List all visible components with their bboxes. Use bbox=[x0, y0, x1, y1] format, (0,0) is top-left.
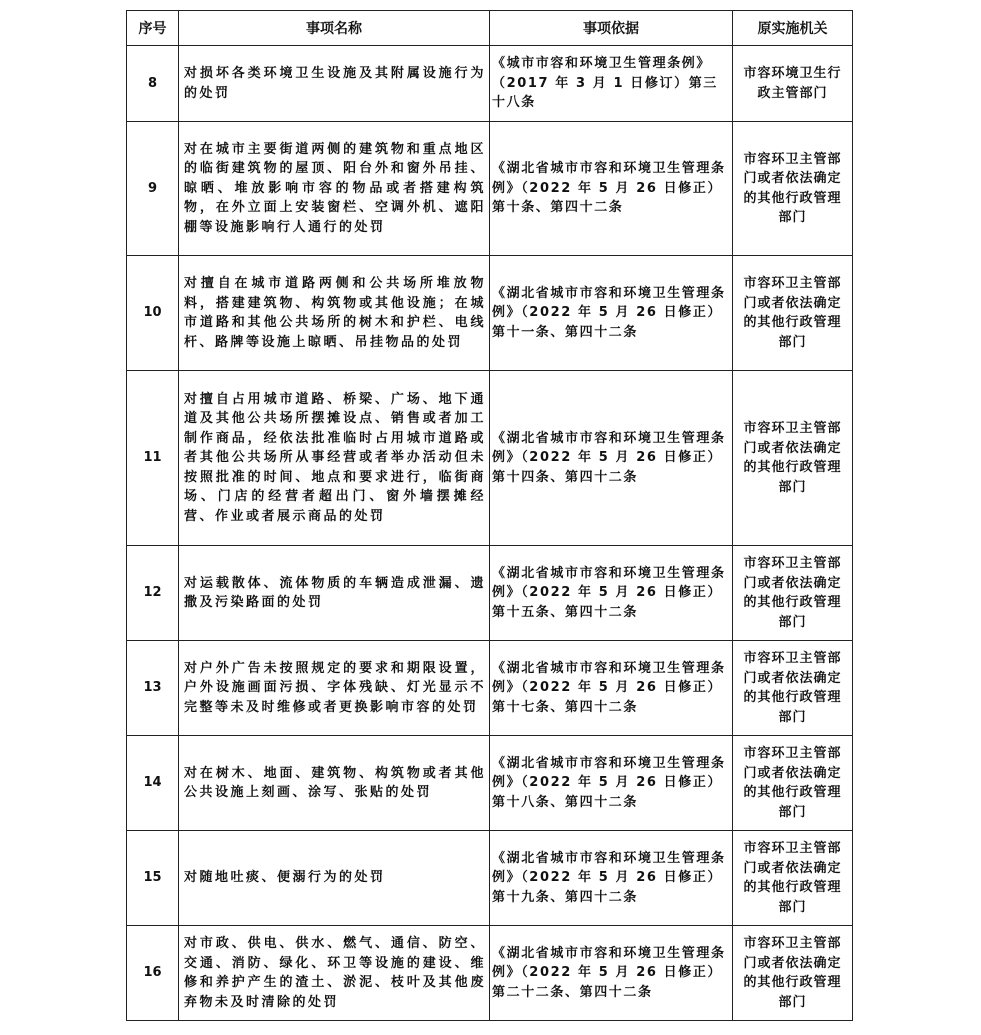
row-authority: 市容环卫主管部门或者依法确定的其他行政管理部门 bbox=[733, 546, 853, 641]
row-number: 11 bbox=[127, 371, 179, 546]
header-row bbox=[127, 11, 853, 46]
row-matter-name: 对随地吐痰、便溺行为的处罚 bbox=[179, 831, 490, 926]
row-authority: 市容环卫主管部门或者依法确定的其他行政管理部门 bbox=[733, 831, 853, 926]
row-basis: 《湖北省城市市容和环境卫生管理条例》（2022 年 5 月 26 日修正）第十九条、第四十二条 bbox=[490, 831, 733, 926]
row-matter-name: 对户外广告未按照规定的要求和期限设置，户外设施画面污损、字体残缺、灯光显示不完整等未及时维修或者更换影响市容的处罚 bbox=[179, 641, 490, 736]
row-matter-name: 对在城市主要街道两侧的建筑物和重点地区的临街建筑物的屋顶、阳台外和窗外吊挂、晾晒、堆放影响市容的物品或者搭建构筑物，在外立面上安装窗栏、空调外机、遮阳棚等设施影响行人通行的处罚 bbox=[179, 122, 490, 256]
row-matter-name: 对运载散体、流体物质的车辆造成泄漏、遗撒及污染路面的处罚 bbox=[179, 546, 490, 641]
row-basis: 《湖北省城市市容和环境卫生管理条例》（2022 年 5 月 26 日修正）第十四条、第四十二条 bbox=[490, 371, 733, 546]
row-authority: 市容环卫主管部门或者依法确定的其他行政管理部门 bbox=[733, 926, 853, 1021]
table-row bbox=[127, 46, 853, 122]
table-row bbox=[127, 831, 853, 926]
header-name: 事项名称 bbox=[179, 11, 490, 46]
row-number: 8 bbox=[127, 46, 179, 122]
table-row bbox=[127, 736, 853, 831]
row-basis: 《湖北省城市市容和环境卫生管理条例》（2022 年 5 月 26 日修正）第十七条、第四十二条 bbox=[490, 641, 733, 736]
row-authority: 市容环卫主管部门或者依法确定的其他行政管理部门 bbox=[733, 122, 853, 256]
table-row bbox=[127, 256, 853, 371]
row-matter-name: 对擅自在城市道路两侧和公共场所堆放物料，搭建建筑物、构筑物或其他设施；在城市道路和其他公共场所的树木和护栏、电线杆、路牌等设施上晾晒、吊挂物品的处罚 bbox=[179, 256, 490, 371]
row-authority: 市容环卫主管部门或者依法确定的其他行政管理部门 bbox=[733, 641, 853, 736]
row-basis: 《湖北省城市市容和环境卫生管理条例》（2022 年 5 月 26 日修正）第十条、第四十二条 bbox=[490, 122, 733, 256]
row-number: 14 bbox=[127, 736, 179, 831]
row-authority: 市容环卫主管部门或者依法确定的其他行政管理部门 bbox=[733, 256, 853, 371]
header-seq: 序号 bbox=[127, 11, 179, 46]
row-matter-name: 对损坏各类环境卫生设施及其附属设施行为的处罚 bbox=[179, 46, 490, 122]
row-number: 13 bbox=[127, 641, 179, 736]
row-number: 9 bbox=[127, 122, 179, 256]
table-row bbox=[127, 371, 853, 546]
row-basis: 《湖北省城市市容和环境卫生管理条例》（2022 年 5 月 26 日修正）第十一条、第四十二条 bbox=[490, 256, 733, 371]
matters-table bbox=[126, 10, 853, 1021]
header-org: 原实施机关 bbox=[733, 11, 853, 46]
row-number: 15 bbox=[127, 831, 179, 926]
row-basis: 《湖北省城市市容和环境卫生管理条例》（2022 年 5 月 26 日修正）第十八条、第四十二条 bbox=[490, 736, 733, 831]
table-row bbox=[127, 122, 853, 256]
row-matter-name: 对擅自占用城市道路、桥梁、广场、地下通道及其他公共场所摆摊设点、销售或者加工制作商品，经依法批准临时占用城市道路或者其他公共场所从事经营或者举办活动但未按照批准的时间、地点和要求进行，临街商场、门店的经营者超出门、窗外墙摆摊经营、作业或者展示商品的处罚 bbox=[179, 371, 490, 546]
row-matter-name: 对市政、供电、供水、燃气、通信、防空、交通、消防、绿化、环卫等设施的建设、维修和养护产生的渣土、淤泥、枝叶及其他废弃物未及时清除的处罚 bbox=[179, 926, 490, 1021]
row-authority: 市容环境卫生行政主管部门 bbox=[733, 46, 853, 122]
row-basis: 《湖北省城市市容和环境卫生管理条例》（2022 年 5 月 26 日修正）第二十二条、第四十二条 bbox=[490, 926, 733, 1021]
row-authority: 市容环卫主管部门或者依法确定的其他行政管理部门 bbox=[733, 371, 853, 546]
header-basis: 事项依据 bbox=[490, 11, 733, 46]
row-number: 10 bbox=[127, 256, 179, 371]
row-number: 12 bbox=[127, 546, 179, 641]
table-row bbox=[127, 641, 853, 736]
table-row bbox=[127, 926, 853, 1021]
row-basis: 《城市市容和环境卫生管理条例》（2017 年 3 月 1 日修订）第三十八条 bbox=[490, 46, 733, 122]
table-row bbox=[127, 546, 853, 641]
row-basis: 《湖北省城市市容和环境卫生管理条例》（2022 年 5 月 26 日修正）第十五条、第四十二条 bbox=[490, 546, 733, 641]
row-matter-name: 对在树木、地面、建筑物、构筑物或者其他公共设施上刻画、涂写、张贴的处罚 bbox=[179, 736, 490, 831]
row-authority: 市容环卫主管部门或者依法确定的其他行政管理部门 bbox=[733, 736, 853, 831]
row-number: 16 bbox=[127, 926, 179, 1021]
